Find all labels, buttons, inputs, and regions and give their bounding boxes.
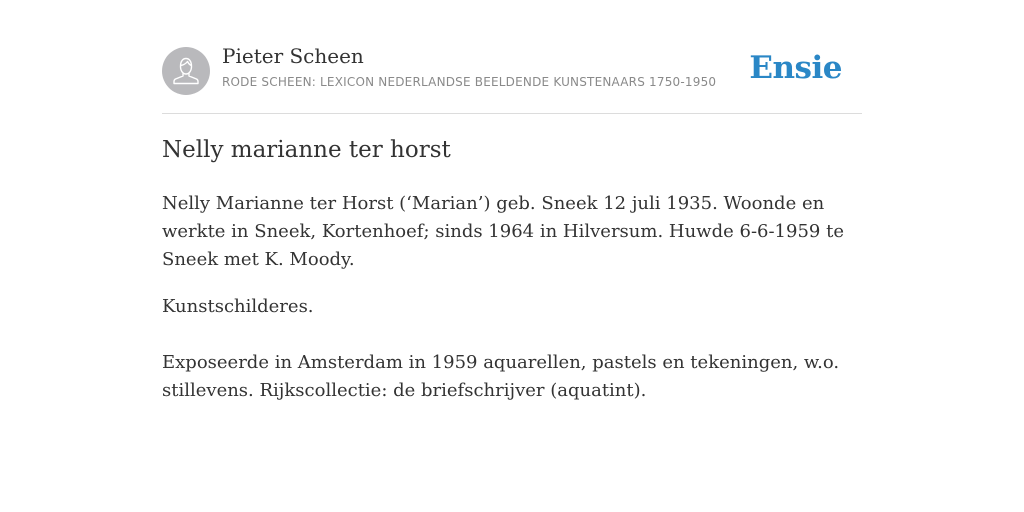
entry-title: Nelly marianne ter horst bbox=[162, 137, 451, 163]
entry-header bbox=[162, 0, 862, 114]
entry-card bbox=[162, 0, 862, 401]
entry-paragraph-biography: Nelly Marianne ter Horst (‘Marian’) geb. Sneek 12 juli 1935. Woonde en werkte in Sneek, Kortenhoef; sinds 1964 in Hilversum. Huwde 6-6-1959 te Sneek met K. Moody. bbox=[162, 193, 844, 270]
entry-paragraph-exhibitions: Exposeerde in Amsterdam in 1959 aquarellen, pastels en tekeningen, w.o. stillevens. Rijkscollectie: de briefschrijver (aquatint). bbox=[162, 352, 840, 401]
ensie-logo[interactable]: Ensie bbox=[749, 50, 842, 86]
source-title[interactable]: RODE SCHEEN: LEXICON NEDERLANDSE BEELDENDE KUNSTENAARS 1750-1950 bbox=[222, 75, 717, 89]
author-name[interactable]: Pieter Scheen bbox=[222, 44, 364, 68]
author-avatar[interactable] bbox=[162, 47, 210, 95]
user-silhouette-icon bbox=[162, 47, 210, 95]
entry-paragraph-profession: Kunstschilderes. bbox=[162, 296, 314, 317]
